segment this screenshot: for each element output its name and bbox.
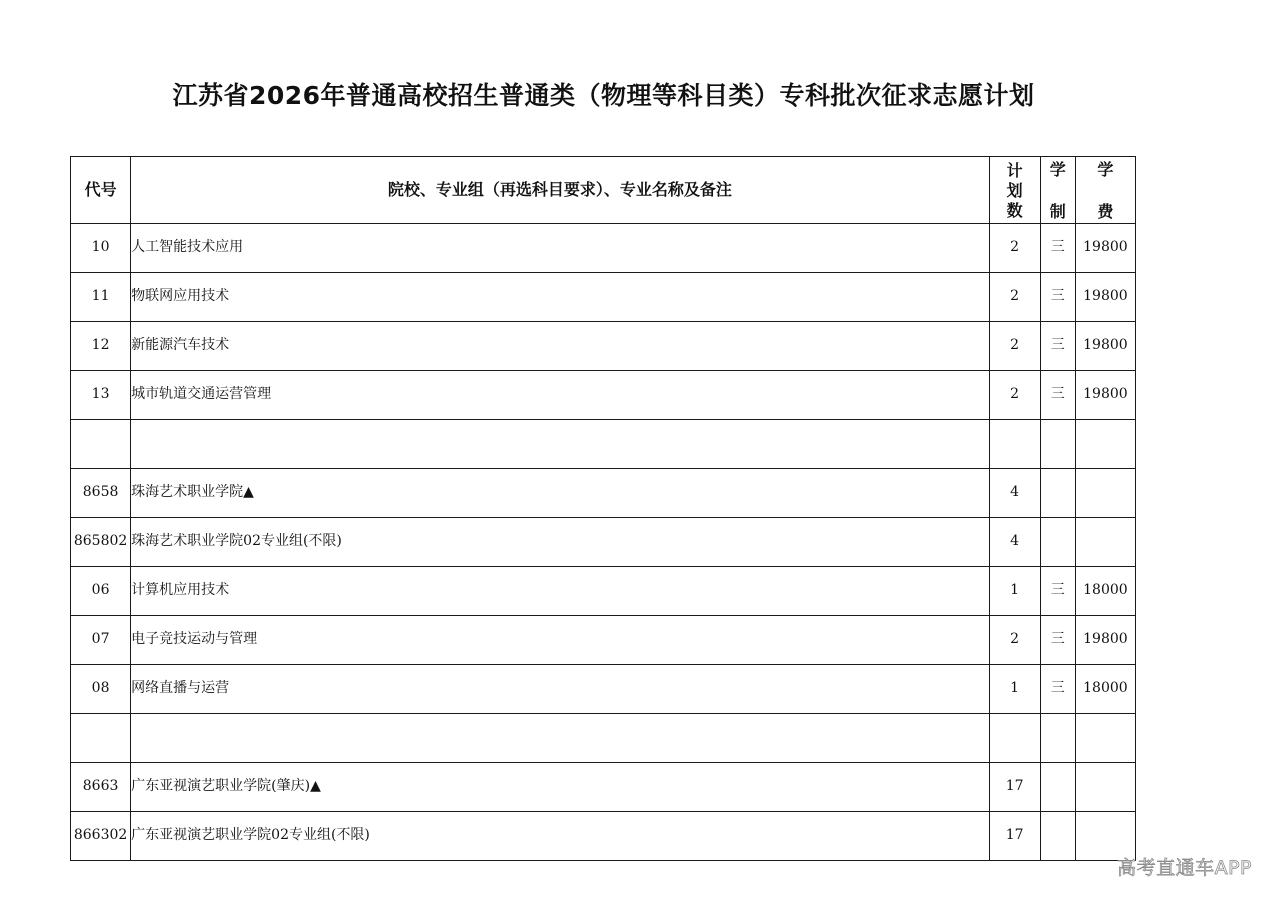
table-row xyxy=(71,322,1136,371)
cell-plan: 17 xyxy=(989,812,1040,861)
table-row xyxy=(71,224,1136,273)
cell-plan: 2 xyxy=(989,616,1040,665)
enrollment-plan-table xyxy=(70,156,1136,861)
cell-code: 07 xyxy=(71,616,131,665)
cell-fee: 18000 xyxy=(1075,567,1135,616)
cell-name: 新能源汽车技术 xyxy=(131,322,989,371)
cell-system xyxy=(1040,469,1075,518)
cell-name: 广东亚视演艺职业学院(肇庆)▲ xyxy=(131,763,989,812)
table-row xyxy=(71,273,1136,322)
table-header-row xyxy=(71,157,1136,224)
header-plan-char: 划 xyxy=(1006,181,1023,201)
cell-code: 865802 xyxy=(71,518,131,567)
cell-fee: 19800 xyxy=(1075,273,1135,322)
cell-fee: 19800 xyxy=(1075,322,1135,371)
cell-name: 珠海艺术职业学院▲ xyxy=(131,469,989,518)
cell-fee: 19800 xyxy=(1075,616,1135,665)
header-plan-char: 数 xyxy=(1006,201,1023,221)
header-fee-char: 学 xyxy=(1097,160,1114,179)
cell-fee: 19800 xyxy=(1075,224,1135,273)
cell-fee xyxy=(1075,714,1135,763)
header-system-char: 学 xyxy=(1049,160,1066,179)
table-row-empty xyxy=(71,714,1136,763)
cell-system xyxy=(1040,812,1075,861)
cell-code: 12 xyxy=(71,322,131,371)
cell-system: 三 xyxy=(1040,665,1075,714)
cell-plan: 1 xyxy=(989,665,1040,714)
header-system-char: 制 xyxy=(1049,202,1066,222)
cell-system xyxy=(1040,420,1075,469)
watermark: 高考直通车APP xyxy=(1117,857,1252,879)
cell-system: 三 xyxy=(1040,371,1075,420)
table-row xyxy=(71,665,1136,714)
cell-plan: 2 xyxy=(989,273,1040,322)
cell-plan: 4 xyxy=(989,469,1040,518)
header-plan xyxy=(989,157,1040,224)
table-row-empty xyxy=(71,420,1136,469)
table-row xyxy=(71,371,1136,420)
cell-name: 广东亚视演艺职业学院02专业组(不限) xyxy=(131,812,989,861)
header-fee-char: 费 xyxy=(1097,202,1114,222)
cell-plan: 2 xyxy=(989,322,1040,371)
cell-system: 三 xyxy=(1040,567,1075,616)
cell-code: 13 xyxy=(71,371,131,420)
cell-system xyxy=(1040,763,1075,812)
header-system xyxy=(1040,157,1075,224)
cell-plan: 4 xyxy=(989,518,1040,567)
cell-code: 06 xyxy=(71,567,131,616)
cell-code: 08 xyxy=(71,665,131,714)
header-plan-char: 计 xyxy=(1006,161,1023,180)
cell-plan: 2 xyxy=(989,224,1040,273)
cell-fee xyxy=(1075,420,1135,469)
cell-system xyxy=(1040,518,1075,567)
cell-plan xyxy=(989,714,1040,763)
cell-code: 866302 xyxy=(71,812,131,861)
page-title: 江苏省2026年普通高校招生普通类（物理等科目类）专科批次征求志愿计划 xyxy=(172,81,1035,110)
table-row xyxy=(71,567,1136,616)
cell-fee xyxy=(1075,469,1135,518)
cell-name: 电子竞技运动与管理 xyxy=(131,616,989,665)
cell-name: 网络直播与运营 xyxy=(131,665,989,714)
cell-code xyxy=(71,420,131,469)
cell-code: 10 xyxy=(71,224,131,273)
cell-system xyxy=(1040,714,1075,763)
table-row xyxy=(71,518,1136,567)
cell-name xyxy=(131,714,989,763)
cell-name: 计算机应用技术 xyxy=(131,567,989,616)
table-row xyxy=(71,763,1136,812)
cell-name: 珠海艺术职业学院02专业组(不限) xyxy=(131,518,989,567)
cell-code: 11 xyxy=(71,273,131,322)
table-row xyxy=(71,812,1136,861)
cell-system: 三 xyxy=(1040,273,1075,322)
cell-name: 物联网应用技术 xyxy=(131,273,989,322)
cell-system: 三 xyxy=(1040,224,1075,273)
header-name: 院校、专业组（再选科目要求）、专业名称及备注 xyxy=(131,157,989,224)
cell-system: 三 xyxy=(1040,616,1075,665)
cell-plan: 1 xyxy=(989,567,1040,616)
cell-plan: 2 xyxy=(989,371,1040,420)
cell-name: 人工智能技术应用 xyxy=(131,224,989,273)
cell-name xyxy=(131,420,989,469)
cell-fee: 18000 xyxy=(1075,665,1135,714)
table-row xyxy=(71,469,1136,518)
cell-name: 城市轨道交通运营管理 xyxy=(131,371,989,420)
header-code: 代号 xyxy=(71,157,131,224)
cell-fee: 19800 xyxy=(1075,371,1135,420)
cell-fee xyxy=(1075,518,1135,567)
cell-plan: 17 xyxy=(989,763,1040,812)
cell-system: 三 xyxy=(1040,322,1075,371)
cell-code: 8663 xyxy=(71,763,131,812)
table-row xyxy=(71,616,1136,665)
header-fee xyxy=(1075,157,1135,224)
cell-plan xyxy=(989,420,1040,469)
cell-code xyxy=(71,714,131,763)
cell-fee xyxy=(1075,763,1135,812)
cell-code: 8658 xyxy=(71,469,131,518)
